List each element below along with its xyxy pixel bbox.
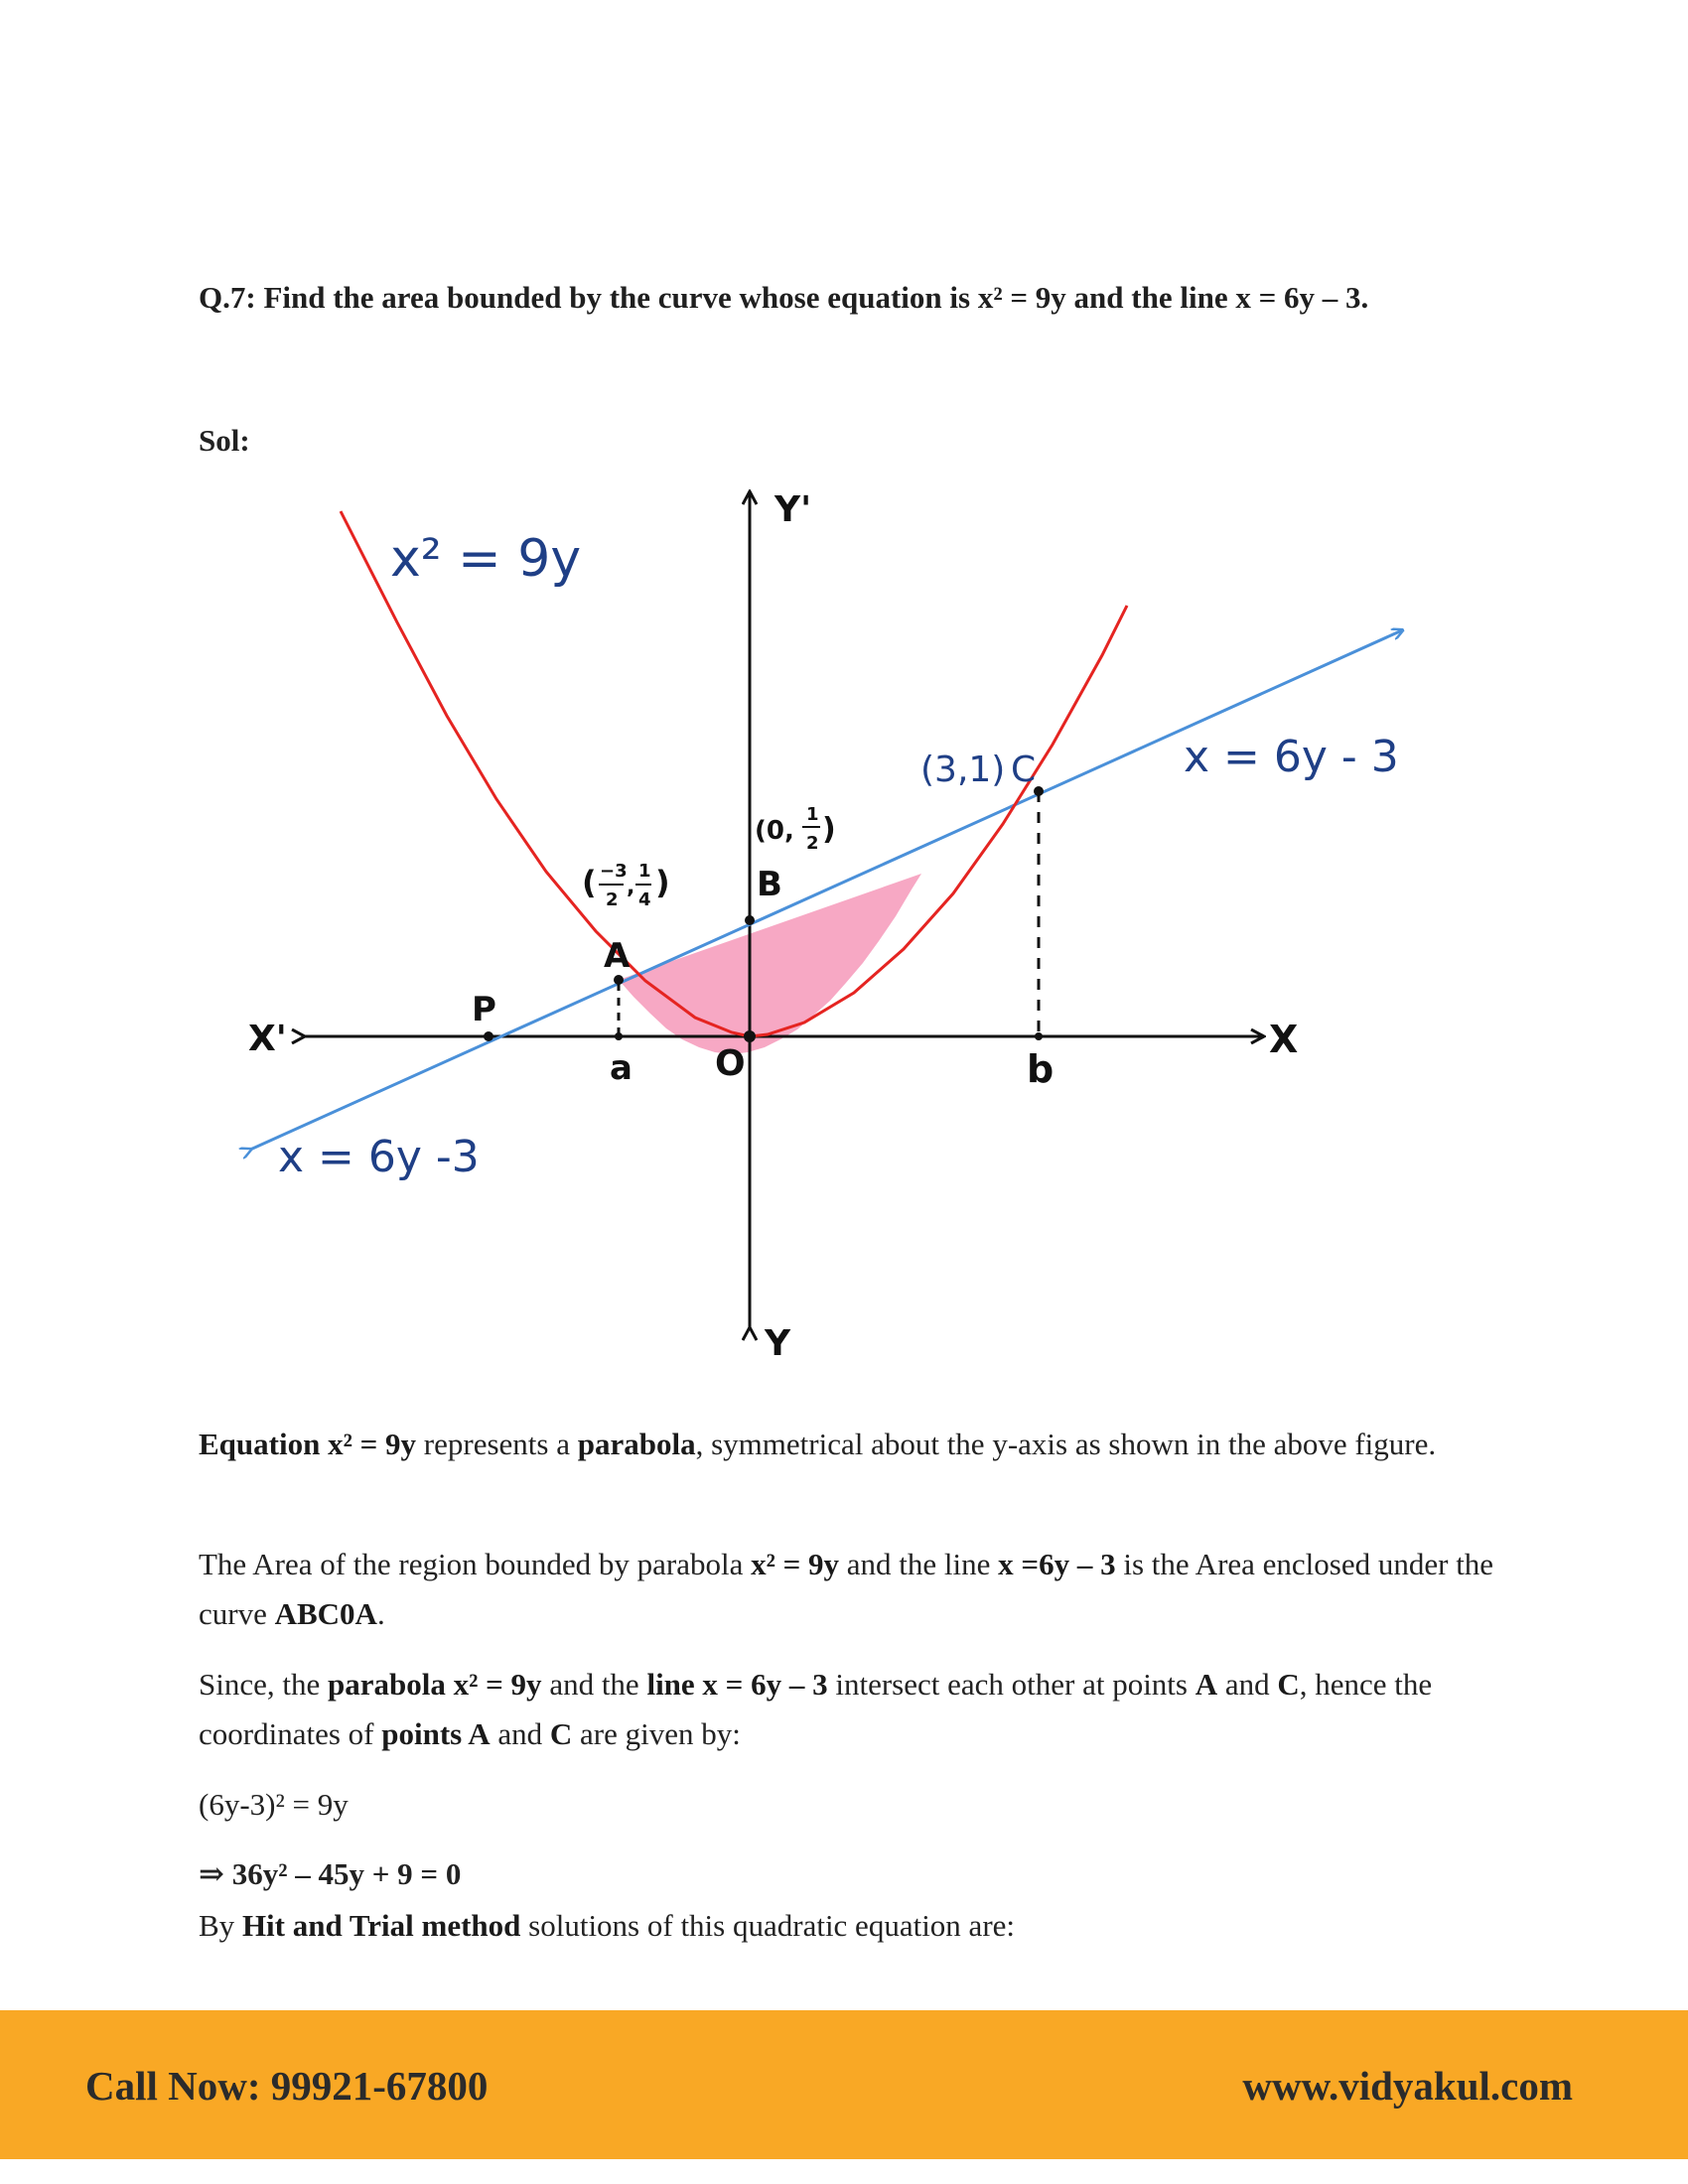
point-b-dot <box>1035 1032 1043 1040</box>
area-figure <box>199 477 1489 1395</box>
question-text: Find the area bounded by the curve whose equation is x² = 9y and the line x = 6y – 3. <box>255 280 1369 315</box>
equation-1: (6y-3)² = 9y <box>199 1787 349 1822</box>
axis-x-left-label: X' <box>248 1019 287 1059</box>
label-A: A <box>604 936 631 976</box>
question-heading <box>199 280 1509 316</box>
svg-text:1: 1 <box>638 861 651 882</box>
svg-text:,: , <box>627 875 635 899</box>
point-B-dot <box>745 915 755 925</box>
paragraph-area-region: The Area of the region bounded by parabola x² = 9y and the line x =6y – 3 is the Area enclosed under the curve ABC0A. <box>199 1547 1494 1631</box>
svg-text:): ) <box>655 864 670 901</box>
point-A-dot <box>614 975 624 985</box>
solution-label: Sol: <box>199 423 250 458</box>
point-a-dot <box>615 1032 623 1040</box>
paragraph-parabola-description: Equation x² = 9y represents a parabola, symmetrical about the y-axis as shown in the above figure. <box>199 1427 1437 1461</box>
axis-x-right-label: X <box>1269 1018 1299 1061</box>
point-O-dot <box>744 1030 756 1042</box>
svg-text:(: ( <box>582 864 597 901</box>
call-now-text: Call Now: 99921-67800 <box>85 2063 489 2109</box>
coord-B-label <box>755 804 836 854</box>
line-x-6y-3 <box>250 630 1402 1150</box>
parabola-line-diagram <box>199 477 1489 1390</box>
paragraph-hit-trial: By Hit and Trial method solutions of this quadratic equation are: <box>199 1908 1016 1943</box>
svg-text:1: 1 <box>806 804 819 825</box>
label-B: B <box>757 865 782 904</box>
coord-C-label: (3,1) <box>920 750 1006 790</box>
svg-text:2: 2 <box>606 889 619 910</box>
label-b: b <box>1027 1047 1055 1091</box>
line-label-right: x = 6y - 3 <box>1184 732 1399 782</box>
footer-banner <box>0 2010 1688 2159</box>
axis-y-bottom-label: Y <box>765 1323 791 1364</box>
parabola-label: x² = 9y <box>390 529 582 589</box>
svg-text:): ) <box>822 812 836 847</box>
svg-text:2: 2 <box>806 833 819 854</box>
svg-text:(0,: (0, <box>755 816 794 846</box>
svg-text:4: 4 <box>638 889 651 910</box>
website-link[interactable]: www.vidyakul.com <box>1242 2063 1573 2109</box>
label-O: O <box>715 1043 746 1084</box>
label-P: P <box>472 990 496 1029</box>
paragraph-intersection: Since, the parabola x² = 9y and the line x = 6y – 3 intersect each other at points A and C, hence the coordinates of points A and C are given by: <box>199 1667 1433 1751</box>
svg-text:−3: −3 <box>600 861 628 882</box>
label-C: C <box>1011 750 1037 790</box>
question-number: Q.7: <box>199 280 256 315</box>
equation-2: ⇒ 36y² – 45y + 9 = 0 <box>199 1856 462 1891</box>
axis-y-top-label: Y' <box>774 489 812 530</box>
line-label-left: x = 6y -3 <box>278 1132 480 1182</box>
coord-A-label <box>582 861 670 910</box>
point-P-dot <box>484 1031 493 1041</box>
label-a: a <box>610 1048 633 1088</box>
